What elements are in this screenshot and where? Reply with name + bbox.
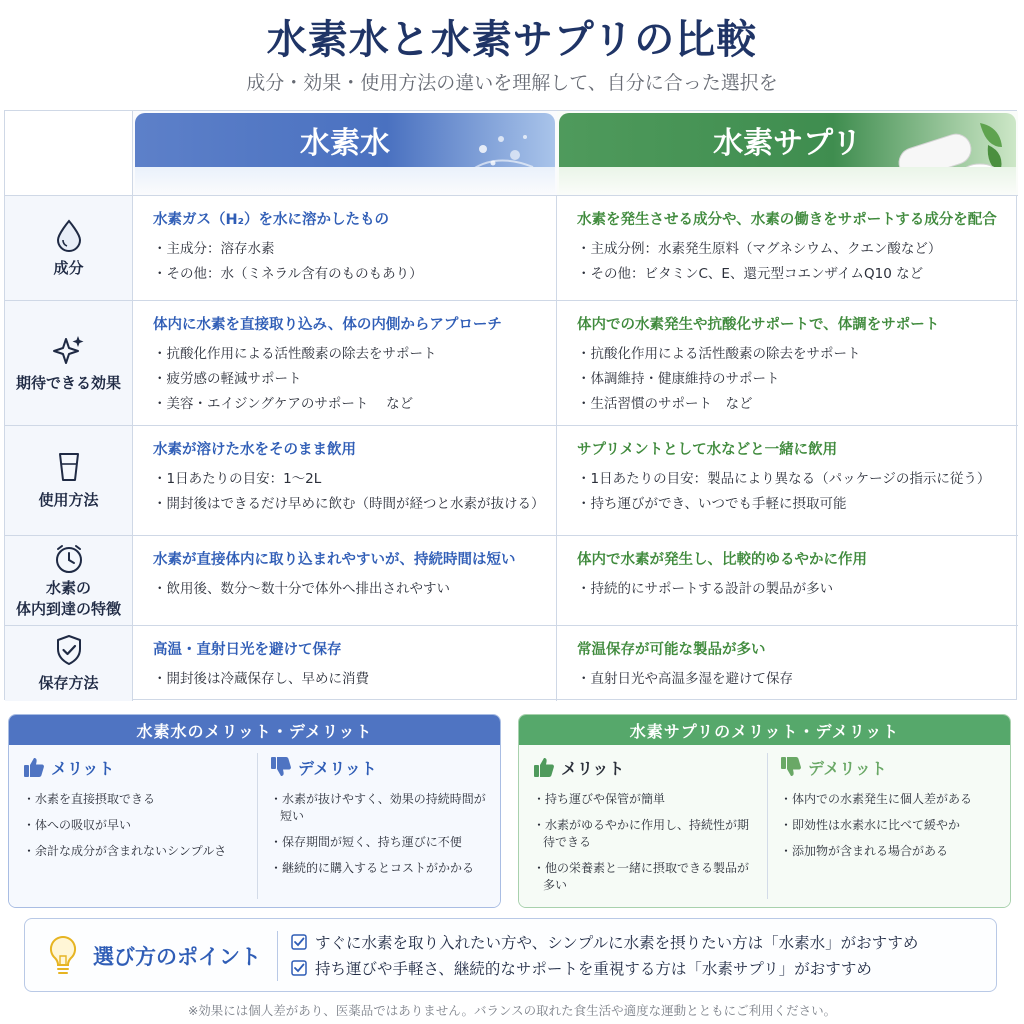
list-item: ・ 主成分：溶存水素 [153, 237, 556, 262]
list-item: ・ 継続的に購入するとコストがかかる [270, 860, 489, 877]
shield-check-icon [52, 633, 86, 667]
row-label-text-line2: 体内到達の特徴 [15, 599, 121, 618]
cell-lead: 常温保存が可能な製品が多い [577, 642, 766, 658]
divider [277, 931, 278, 981]
column-header-supplement-label: 水素サプリ [713, 126, 862, 161]
cell-lead: 水素が溶けた水をそのまま飲用 [153, 442, 356, 458]
list-item: ・ 生活習慣のサポート など [577, 392, 1018, 417]
sparkle-icon [52, 333, 86, 367]
row-label-absorption [5, 536, 133, 626]
demerit-section [767, 753, 999, 899]
cell-lead: 体内での水素発生や抗酸化サポートで、体調をサポート [577, 317, 940, 333]
point-item-text: すぐに水素を取り入れたい方や、シンプルに水素を摂りたい方は「水素水」がおすすめ [315, 934, 919, 952]
clock-icon [52, 542, 86, 576]
list-item: ・ 即効性は水素水に比べて緩やか [780, 817, 999, 834]
cell-lead: 水素が直接体内に取り込まれやすいが、持続時間は短い [153, 552, 516, 568]
cell-supplement-absorption [557, 536, 1018, 626]
thumbs-up-icon [23, 756, 45, 778]
point-item [291, 929, 918, 955]
row-label-text-line1: 水素の [45, 579, 91, 598]
point-item [291, 955, 918, 981]
page-title: 水素水と水素サプリの比較 [266, 17, 758, 63]
row-label-text: 成分 [53, 258, 84, 277]
merit-label: メリット [561, 758, 625, 778]
point-label: 選び方のポイント [93, 945, 261, 969]
thumbs-down-icon [780, 756, 802, 778]
checkbox-checked-icon [291, 934, 307, 950]
list-item: ・ 開封後は冷蔵保存し、早めに消費 [153, 667, 556, 692]
list-item: ・ 体への吸収が早い [23, 817, 243, 834]
water-drop-icon [52, 218, 86, 252]
list-item: ・ 余計な成分が含まれないシンプルさ [23, 843, 243, 860]
list-item: ・ 1日あたりの目安：製品により異なる（パッケージの指示に従う） [577, 467, 1018, 492]
demerit-section [257, 753, 489, 899]
supplement-merit-panel [518, 714, 1011, 908]
cell-supplement-ingredients [557, 196, 1018, 301]
row-label-text: 使用方法 [38, 491, 99, 510]
demerit-label: デメリット [808, 758, 887, 778]
list-item: ・ その他：ビタミンC、E、還元型コエンザイムQ10 など [577, 262, 1018, 287]
panel-title: 水素水のメリット・デメリット [9, 715, 500, 745]
list-item: ・ その他：水（ミネラル含有のものもあり） [153, 262, 556, 287]
row-label-text: 期待できる効果 [15, 373, 121, 392]
list-item: ・ 疲労感の軽減サポート [153, 367, 556, 392]
cell-water-usage [133, 426, 557, 536]
list-item: ・ 他の栄養素と一緒に摂取できる製品が多い [533, 860, 753, 894]
row-label-effects [5, 301, 133, 426]
merit-section [533, 753, 753, 899]
list-item: ・ 開封後はできるだけ早めに飲む（時間が経つと水素が抜ける） [153, 492, 556, 517]
cell-water-absorption [133, 536, 557, 626]
list-item: ・ 添加物が含まれる場合がある [780, 843, 999, 860]
comparison-table [4, 110, 1017, 700]
list-item: ・ 1日あたりの目安：1〜2L [153, 467, 556, 492]
page-subtitle: 成分・効果・使用方法の違いを理解して、自分に合った選択を [246, 72, 778, 94]
water-merit-panel [8, 714, 501, 908]
cell-supplement-storage [557, 626, 1018, 701]
list-item: ・ 飲用後、数分〜数十分で体外へ排出されやすい [153, 577, 556, 602]
footnote: ※効果には個人差があり、医薬品ではありません。バランスの取れた食生活や適度な運動とともにご利用ください。 [187, 1003, 837, 1018]
list-item: ・ 抗酸化作用による活性酸素の除去をサポート [577, 342, 1018, 367]
column-header-water [133, 111, 557, 196]
light-bulb-icon [47, 934, 79, 978]
list-item: ・ 美容・エイジングケアのサポート など [153, 392, 556, 417]
cell-water-effects [133, 301, 557, 426]
cell-lead: 水素ガス（H₂）を水に溶かしたもの [153, 212, 389, 228]
checkbox-checked-icon [291, 960, 307, 976]
list-item: ・ 水素を直接摂取できる [23, 791, 243, 808]
list-item: ・ 抗酸化作用による活性酸素の除去をサポート [153, 342, 556, 367]
cell-supplement-effects [557, 301, 1018, 426]
list-item: ・ 持ち運びや保管が簡単 [533, 791, 753, 808]
cell-lead: サプリメントとして水などと一緒に飲用 [577, 442, 838, 458]
list-item: ・ 直射日光や高温多湿を避けて保存 [577, 667, 1018, 692]
point-item-text: 持ち運びや手軽さ、継続的なサポートを重視する方は「水素サプリ」がおすすめ [315, 960, 872, 978]
table-corner [5, 111, 133, 196]
merit-label: メリット [51, 758, 115, 778]
row-label-usage [5, 426, 133, 536]
thumbs-up-icon [533, 756, 555, 778]
cell-lead: 水素を発生させる成分や、水素の働きをサポートする成分を配合 [577, 212, 997, 228]
selection-point-box [24, 918, 997, 992]
cell-lead: 体内に水素を直接取り込み、体の内側からアプローチ [153, 317, 502, 333]
cell-lead: 体内で水素が発生し、比較的ゆるやかに作用 [577, 552, 867, 568]
cell-water-ingredients [133, 196, 557, 301]
row-label-ingredients [5, 196, 133, 301]
cell-lead: 高温・直射日光を避けて保存 [153, 642, 342, 658]
list-item: ・ 持ち運びができ、いつでも手軽に摂取可能 [577, 492, 1018, 517]
column-header-water-label: 水素水 [300, 126, 390, 161]
glass-icon [52, 450, 86, 484]
cell-water-storage [133, 626, 557, 701]
list-item: ・ 水素が抜けやすく、効果の持続時間が短い [270, 791, 489, 825]
column-header-supplement [557, 111, 1018, 196]
list-item: ・ 主成分例：水素発生原料（マグネシウム、クエン酸など） [577, 237, 1018, 262]
list-item: ・ 体調維持・健康維持のサポート [577, 367, 1018, 392]
list-item: ・ 水素がゆるやかに作用し、持続性が期待できる [533, 817, 753, 851]
panel-title: 水素サプリのメリット・デメリット [519, 715, 1010, 745]
row-label-text: 保存方法 [38, 674, 99, 693]
list-item: ・ 保存期間が短く、持ち運びに不便 [270, 834, 489, 851]
merit-section [23, 753, 243, 899]
list-item: ・ 持続的にサポートする設計の製品が多い [577, 577, 1018, 602]
row-label-storage [5, 626, 133, 701]
thumbs-down-icon [270, 756, 292, 778]
cell-supplement-usage [557, 426, 1018, 536]
demerit-label: デメリット [298, 758, 377, 778]
list-item: ・ 体内での水素発生に個人差がある [780, 791, 999, 808]
